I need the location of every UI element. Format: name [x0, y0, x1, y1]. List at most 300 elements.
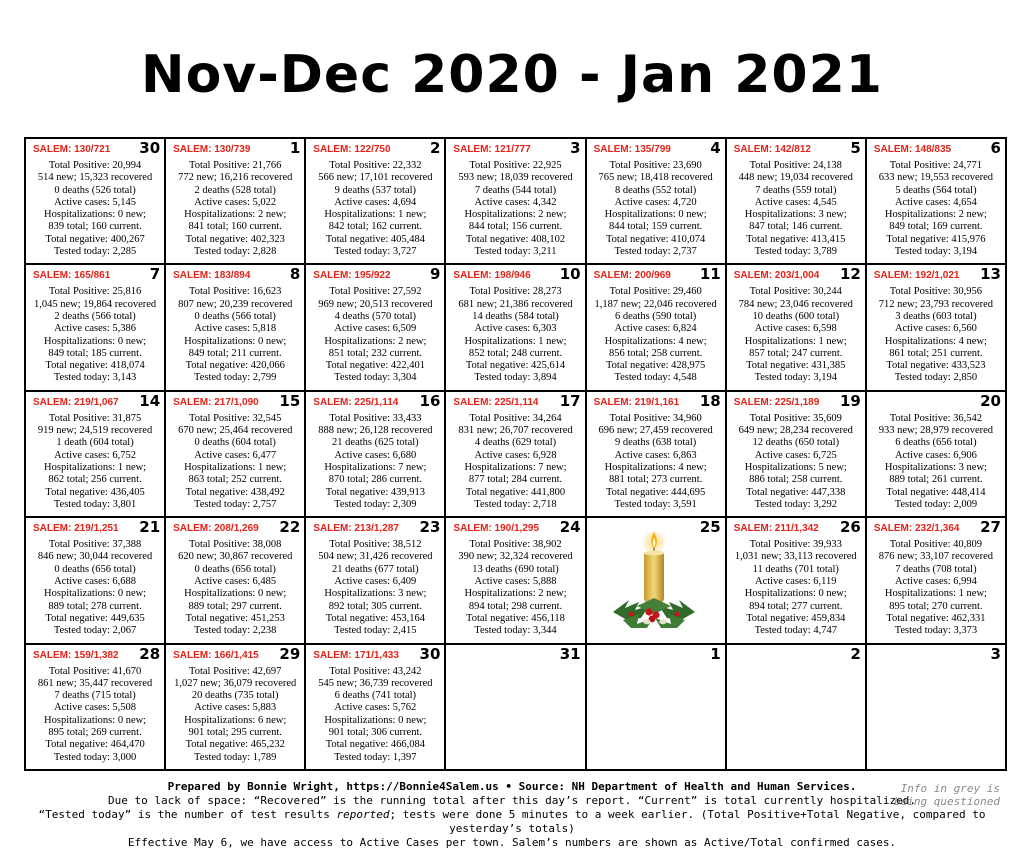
day-cell	[867, 518, 1007, 644]
stat-line: 886 total; 258 current.	[749, 474, 843, 486]
day-number: 18	[699, 391, 721, 410]
stat-line: Total negative: 456,118	[466, 612, 565, 624]
day-cell	[727, 518, 867, 644]
stat-line: Active cases: 6,824	[614, 323, 697, 335]
stat-line: 846 new; 30,044 recovered	[37, 551, 153, 563]
day-stats	[870, 286, 1002, 384]
stat-line: Tested today: 4,548	[614, 372, 697, 384]
stat-line: 888 new; 26,128 recovered	[318, 425, 433, 437]
stat-line: 861 total; 251 current.	[889, 347, 983, 359]
stat-line: 889 total; 261 current.	[889, 474, 983, 486]
stat-line: Hospitalizations: 7 new;	[324, 461, 427, 473]
day-stats	[169, 539, 301, 637]
day-number: 24	[559, 518, 581, 537]
stat-line: Total negative: 466,084	[325, 739, 425, 751]
stat-line: Tested today: 3,801	[53, 498, 137, 510]
stat-line: Hospitalizations: 0 new;	[44, 714, 147, 726]
stat-line: 876 new; 33,107 recovered	[878, 551, 994, 563]
stat-line: 892 total; 305 current.	[328, 600, 422, 612]
salem-active-total: SALEM: 130/739	[173, 144, 251, 155]
day-cell	[867, 645, 1007, 771]
salem-active-total: SALEM: 142/812	[733, 144, 811, 155]
stat-line: Tested today: 3,373	[894, 625, 978, 637]
stat-line: 6 deaths (656 total)	[895, 437, 977, 449]
day-number: 26	[839, 518, 861, 537]
stat-line: 390 new; 32,324 recovered	[458, 551, 573, 563]
stat-line: Active cases: 6,477	[194, 449, 277, 461]
stat-line: Total Positive: 41,670	[48, 665, 142, 677]
stat-line: 2 deaths (528 total)	[194, 184, 276, 196]
stat-line: Total negative: 464,470	[45, 739, 145, 751]
day-cell	[306, 392, 446, 518]
day-stats	[590, 413, 722, 511]
stat-line: 21 deaths (625 total)	[332, 437, 419, 449]
stat-line: Total negative: 459,834	[746, 612, 846, 624]
stat-line: 504 new; 31,426 recovered	[318, 551, 433, 563]
stat-line: Total negative: 413,415	[746, 233, 846, 245]
day-stats	[590, 160, 722, 258]
salem-active-total: SALEM: 198/946	[453, 270, 531, 282]
salem-active-total: SALEM: 121/777	[453, 144, 531, 155]
stat-line: 2 deaths (566 total)	[54, 310, 136, 322]
stat-line: Hospitalizations: 0 new;	[324, 714, 427, 726]
stat-line: Tested today: 2,309	[334, 498, 417, 510]
stat-line: 849 total; 169 current.	[889, 221, 983, 233]
stat-line: Active cases: 6,485	[194, 576, 277, 588]
stat-line: Hospitalizations: 0 new;	[184, 335, 287, 347]
day-number: 3	[570, 139, 581, 157]
stat-line: Tested today: 1,789	[194, 751, 277, 763]
stat-line: Tested today: 2,238	[194, 625, 277, 637]
stat-line: 13 deaths (690 total)	[472, 563, 559, 575]
stat-line: Tested today: 2,828	[194, 246, 277, 258]
stat-line: Active cases: 6,598	[754, 323, 837, 335]
stat-line: Active cases: 5,883	[194, 702, 277, 714]
stat-line: 9 deaths (537 total)	[334, 184, 417, 196]
stat-line: Tested today: 3,143	[53, 372, 137, 384]
day-cell	[26, 645, 166, 771]
stat-line: 895 total; 269 current.	[48, 727, 142, 739]
salem-active-total: SALEM: 195/922	[313, 270, 391, 282]
stat-line: Tested today: 2,415	[334, 625, 417, 637]
stat-line: 0 deaths (604 total)	[194, 437, 276, 449]
stat-line: Tested today: 3,344	[474, 625, 557, 637]
stat-line: 696 new; 27,459 recovered	[598, 425, 713, 437]
footer-note-tested-b: reported	[336, 808, 390, 821]
salem-active-total: SALEM: 213/1,287	[313, 523, 399, 535]
day-cell	[446, 392, 586, 518]
day-cell	[446, 645, 586, 771]
stat-line: 847 total; 146 current.	[749, 221, 843, 233]
stat-line: 0 deaths (526 total)	[54, 184, 136, 196]
salem-active-total	[734, 649, 862, 663]
stat-line: Total negative: 420,066	[185, 360, 285, 372]
day-stats	[309, 666, 441, 764]
stat-line: Total negative: 422,401	[325, 360, 425, 372]
stat-line: Tested today: 2,799	[194, 372, 277, 384]
stat-line: Total Positive: 34,960	[609, 412, 702, 424]
stat-line: 5 deaths (564 total)	[895, 184, 977, 196]
day-number: 13	[980, 265, 1001, 284]
stat-line: Active cases: 4,720	[614, 196, 697, 208]
day-number: 11	[699, 265, 721, 284]
day-number: 14	[139, 391, 161, 410]
day-number: 10	[559, 265, 581, 284]
salem-active-total: SALEM: 166/1,415	[173, 649, 259, 661]
stat-line: 21 deaths (677 total)	[332, 563, 419, 575]
day-stats	[730, 413, 862, 511]
day-number: 29	[279, 644, 301, 663]
stat-line: Hospitalizations: 1 new;	[744, 335, 847, 347]
stat-line: Tested today: 2,009	[894, 498, 978, 510]
stat-line: 844 total; 159 current.	[608, 221, 703, 233]
stat-line: 11 deaths (701 total)	[752, 563, 839, 575]
day-number: 8	[289, 265, 301, 284]
stat-line: Active cases: 6,560	[894, 323, 977, 335]
stat-line: Total negative: 441,800	[465, 486, 566, 498]
stat-line: Active cases: 6,509	[334, 323, 417, 335]
stat-line: Total Positive: 24,771	[889, 160, 983, 171]
calendar-grid	[24, 137, 1007, 771]
stat-line: Total negative: 448,414	[886, 486, 986, 498]
stat-line: 12 deaths (650 total)	[752, 437, 840, 449]
day-stats	[870, 413, 1002, 511]
stat-line: Total Positive: 34,264	[469, 412, 562, 424]
salem-active-total: SALEM: 190/1,295	[453, 523, 540, 535]
day-cell	[867, 265, 1007, 391]
stat-line: 852 total; 248 current.	[468, 347, 563, 359]
salem-active-total: SALEM: 192/1,021	[873, 270, 960, 282]
stat-line: 566 new; 17,101 recovered	[318, 172, 433, 184]
day-number: 28	[139, 644, 161, 663]
day-stats	[169, 160, 301, 258]
day-stats	[29, 413, 161, 511]
stat-line: Total negative: 439,913	[325, 486, 425, 498]
day-number: 31	[559, 644, 581, 663]
day-number: 2	[850, 644, 861, 663]
stat-line: Active cases: 5,145	[54, 196, 137, 208]
stat-line: 514 new; 15,323 recovered	[37, 172, 153, 184]
stat-line: Total Positive: 27,592	[329, 286, 422, 298]
footer-note-tested-c: ; tests were done 5 minutes to a week earlier. (Total Positive+Total Negative, compared to yesterday’s totals)	[389, 808, 986, 835]
day-stats	[29, 539, 161, 637]
stat-line: Tested today: 1,397	[334, 751, 417, 763]
stat-line: Total Positive: 38,008	[189, 539, 282, 551]
stat-line: Active cases: 6,994	[894, 576, 977, 588]
stat-line: Total Positive: 23,690	[609, 160, 702, 171]
stat-line: Total negative: 462,331	[886, 612, 986, 624]
day-number: 23	[419, 518, 441, 537]
stat-line: 839 total; 160 current.	[48, 221, 142, 233]
stat-line: Active cases: 6,409	[334, 576, 417, 588]
stat-line: Tested today: 3,211	[474, 246, 557, 258]
stat-line: Active cases: 6,928	[474, 449, 557, 461]
stat-line: Total Positive: 33,433	[329, 412, 422, 424]
stat-line: Total negative: 465,232	[185, 739, 285, 751]
day-stats	[309, 413, 441, 511]
stat-line: Hospitalizations: 2 new;	[324, 335, 427, 347]
stat-line: 849 total; 211 current.	[188, 347, 282, 359]
stat-line: Tested today: 3,000	[53, 751, 137, 763]
stat-line: 6 deaths (590 total)	[614, 310, 697, 322]
stat-line: 1,187 new; 22,046 recovered	[594, 298, 717, 310]
stat-line: Total negative: 425,614	[465, 360, 566, 372]
stat-line: 881 total; 273 current.	[608, 474, 703, 486]
stat-line: Total Positive: 38,902	[469, 539, 562, 551]
stat-line: 901 total; 306 current.	[328, 727, 422, 739]
salem-active-total: SALEM: 225/1,114	[453, 396, 539, 408]
stat-line: Hospitalizations: 0 new;	[44, 209, 147, 221]
stat-line: Total Positive: 38,512	[329, 539, 422, 551]
stat-line: 7 deaths (708 total)	[895, 563, 977, 575]
day-cell	[166, 645, 306, 771]
day-stats	[309, 539, 441, 637]
stat-line: Total negative: 400,267	[45, 233, 145, 245]
day-stats	[590, 286, 722, 384]
stat-line: Hospitalizations: 6 new;	[184, 714, 287, 726]
day-number: 3	[990, 644, 1001, 663]
day-stats	[29, 160, 161, 258]
day-number: 16	[419, 391, 441, 410]
stat-line: Hospitalizations: 0 new;	[604, 209, 707, 221]
stat-line: Total Positive: 35,609	[749, 412, 842, 424]
stat-line: 0 deaths (566 total)	[194, 310, 276, 322]
stat-line: 6 deaths (741 total)	[334, 690, 417, 702]
day-number: 2	[429, 139, 441, 157]
stat-line: Active cases: 6,688	[54, 576, 137, 588]
day-stats	[169, 666, 301, 764]
stat-line: Tested today: 2,737	[614, 246, 697, 258]
stat-line: Tested today: 2,850	[894, 372, 978, 384]
stat-line: 772 new; 16,216 recovered	[178, 172, 293, 184]
stat-line: 901 total; 295 current.	[188, 727, 282, 739]
stat-line: Tested today: 3,304	[334, 372, 417, 384]
day-number: 12	[839, 265, 861, 284]
stat-line: 7 deaths (544 total)	[474, 184, 557, 196]
day-number: 5	[850, 139, 861, 157]
stat-line: Tested today: 2,067	[53, 625, 137, 637]
day-cell	[306, 265, 446, 391]
day-cell	[166, 139, 306, 265]
day-number: 30	[419, 644, 441, 663]
stat-line: Total negative: 451,253	[185, 612, 285, 624]
day-cell	[867, 139, 1007, 265]
stat-line: 807 new; 20,239 recovered	[178, 298, 293, 310]
stat-line: 895 total; 270 current.	[889, 600, 983, 612]
stat-line: Tested today: 3,894	[474, 372, 557, 384]
stat-line: Total negative: 444,695	[605, 486, 706, 498]
stat-line: Hospitalizations: 4 new;	[604, 335, 707, 347]
day-number: 25	[699, 518, 721, 537]
stat-line: 877 total; 284 current.	[468, 474, 563, 486]
day-stats	[449, 286, 581, 384]
stat-line: Total negative: 447,338	[746, 486, 846, 498]
salem-active-total: SALEM: 183/894	[173, 270, 251, 282]
day-stats	[730, 286, 862, 384]
day-stats	[169, 413, 301, 511]
day-stats	[870, 539, 1002, 637]
stat-line: Total negative: 438,492	[185, 486, 285, 498]
day-cell	[26, 518, 166, 644]
stat-line: Active cases: 6,680	[334, 449, 417, 461]
stat-line: Total negative: 449,635	[45, 612, 145, 624]
stat-line: Tested today: 2,757	[194, 498, 277, 510]
stat-line: Hospitalizations: 3 new;	[324, 588, 427, 600]
day-number: 19	[839, 391, 861, 410]
day-cell	[446, 139, 586, 265]
day-cell	[26, 392, 166, 518]
stat-line: Tested today: 3,194	[754, 372, 837, 384]
stat-line: Total Positive: 39,933	[749, 539, 842, 551]
day-cell	[166, 265, 306, 391]
stat-line: Hospitalizations: 1 new;	[44, 461, 147, 473]
stat-line: 919 new; 24,519 recovered	[37, 425, 153, 437]
stat-line: Hospitalizations: 1 new;	[324, 209, 427, 221]
day-number: 1	[289, 139, 301, 157]
stat-line: 933 new; 28,979 recovered	[878, 425, 994, 437]
stat-line: Tested today: 4,747	[754, 625, 837, 637]
stat-line: 3 deaths (603 total)	[895, 310, 977, 322]
footer-note-tested-a: “Tested today” is the number of test results	[38, 808, 337, 821]
stat-line: Total Positive: 21,766	[189, 160, 282, 171]
day-number: 6	[990, 139, 1001, 157]
stat-line: 969 new; 20,513 recovered	[318, 298, 433, 310]
stat-line: Total Positive: 22,332	[329, 160, 422, 171]
stat-line: Hospitalizations: 5 new;	[744, 461, 847, 473]
stat-line: Active cases: 4,545	[754, 196, 837, 208]
day-cell	[26, 265, 166, 391]
stat-line: Active cases: 5,818	[194, 323, 277, 335]
day-stats	[29, 286, 161, 384]
stat-line: Hospitalizations: 3 new;	[744, 209, 847, 221]
stat-line: 670 new; 25,464 recovered	[178, 425, 293, 437]
stat-line: 857 total; 247 current.	[749, 347, 843, 359]
stat-line: 9 deaths (638 total)	[614, 437, 697, 449]
stat-line: 1,027 new; 36,079 recovered	[174, 677, 297, 689]
stat-line: Total Positive: 30,244	[749, 286, 842, 298]
day-number: 20	[980, 391, 1001, 410]
stat-line: 20 deaths (735 total)	[191, 690, 279, 702]
day-cell	[587, 265, 727, 391]
stat-line: 10 deaths (600 total)	[752, 310, 840, 322]
day-number: 7	[149, 265, 161, 284]
stat-line: 14 deaths (584 total)	[472, 310, 559, 322]
stat-line: 842 total; 162 current.	[328, 221, 422, 233]
day-number: 9	[429, 265, 441, 284]
day-cell	[587, 139, 727, 265]
salem-active-total	[874, 649, 1002, 663]
salem-active-total: SALEM: 219/1,161	[593, 396, 680, 408]
stat-line: Active cases: 5,508	[54, 702, 137, 714]
stat-line: 844 total; 156 current.	[468, 221, 563, 233]
stat-line: 0 deaths (656 total)	[54, 563, 136, 575]
stat-line: Active cases: 6,119	[755, 576, 837, 588]
stat-line: 593 new; 18,039 recovered	[458, 172, 573, 184]
footer-note-recovered: Due to lack of space: “Recovered” is the running total after this day’s report. “Current” is total currently hospitalized.	[108, 794, 916, 807]
stat-line: Total Positive: 36,542	[889, 412, 983, 424]
stat-line: Tested today: 3,292	[754, 498, 837, 510]
stat-line: Total Positive: 22,925	[469, 160, 562, 171]
day-cell	[727, 139, 867, 265]
stat-line: Hospitalizations: 2 new;	[464, 209, 567, 221]
stat-line: 841 total; 160 current.	[188, 221, 282, 233]
day-stats	[309, 160, 441, 258]
christmas-candle-icon	[609, 528, 699, 633]
stat-line: 856 total; 258 current.	[608, 347, 703, 359]
stat-line: Total Positive: 42,697	[189, 665, 282, 677]
stat-line: 633 new; 19,553 recovered	[878, 172, 994, 184]
stat-line: Tested today: 3,727	[334, 246, 417, 258]
day-cell	[446, 265, 586, 391]
stat-line: Hospitalizations: 7 new;	[464, 461, 567, 473]
stat-line: Hospitalizations: 2 new;	[464, 588, 567, 600]
day-cell	[306, 518, 446, 644]
salem-active-total: SALEM: 219/1,067	[33, 396, 119, 408]
day-number: 17	[559, 391, 581, 410]
stat-line: Total Positive: 24,138	[749, 160, 842, 171]
stat-line: Total negative: 415,976	[886, 233, 986, 245]
day-cell	[446, 518, 586, 644]
salem-active-total: SALEM: 159/1,382	[33, 649, 119, 661]
day-number: 1	[710, 644, 721, 663]
stat-line: 712 new; 23,793 recovered	[878, 298, 994, 310]
stat-line: Active cases: 5,762	[334, 702, 417, 714]
stat-line: 8 deaths (552 total)	[614, 184, 697, 196]
salem-active-total: SALEM: 165/861	[33, 270, 111, 282]
page-title: Nov-Dec 2020 - Jan 2021	[141, 45, 883, 105]
stat-line: Hospitalizations: 0 new;	[44, 335, 147, 347]
stat-line: Total Positive: 30,956	[889, 286, 983, 298]
stat-line: 889 total; 278 current.	[48, 600, 142, 612]
footer-note-active: Effective May 6, we have access to Active Cases per town. Salem’s numbers are shown as Active/Total confirmed cases.	[127, 836, 897, 849]
day-number: 4	[710, 139, 721, 157]
salem-active-total: SALEM: 148/835	[873, 144, 952, 155]
stat-line: 765 new; 18,418 recovered	[598, 172, 713, 184]
stat-line: 894 total; 277 current.	[749, 600, 843, 612]
stat-line: Total negative: 408,102	[465, 233, 566, 245]
stat-line: Total negative: 431,385	[746, 360, 846, 372]
stat-line: Hospitalizations: 4 new;	[604, 461, 707, 473]
salem-active-total: SALEM: 200/969	[593, 270, 671, 282]
stat-line: 1,045 new; 19,864 recovered	[33, 298, 157, 310]
day-cell	[306, 139, 446, 265]
day-number: 30	[139, 139, 161, 157]
stat-line: 545 new; 36,739 recovered	[318, 677, 433, 689]
footer-credit: Prepared by Bonnie Wright, https://Bonnie4Salem.us • Source: NH Department of Health and Human Services.	[167, 780, 857, 793]
day-stats	[870, 160, 1002, 258]
salem-active-total: SALEM: 217/1,090	[173, 396, 259, 408]
day-cell	[867, 392, 1007, 518]
stat-line: Active cases: 6,906	[894, 449, 977, 461]
stat-line: Active cases: 6,303	[474, 323, 557, 335]
stat-line: Total Positive: 40,809	[889, 539, 983, 551]
salem-active-total: SALEM: 208/1,269	[173, 523, 259, 535]
day-stats	[449, 539, 581, 637]
salem-active-total	[594, 649, 722, 663]
day-stats	[449, 160, 581, 258]
stat-line: Total Positive: 28,273	[469, 286, 562, 298]
stat-line: Tested today: 3,789	[754, 246, 837, 258]
stat-line: Total negative: 418,074	[45, 360, 145, 372]
day-number: 27	[980, 518, 1001, 537]
day-cell	[727, 265, 867, 391]
stat-line: Total negative: 453,164	[325, 612, 425, 624]
stat-line: 620 new; 30,867 recovered	[178, 551, 293, 563]
day-stats	[730, 160, 862, 258]
salem-active-total: SALEM: 130/721	[33, 144, 111, 155]
stat-line: 4 deaths (570 total)	[334, 310, 417, 322]
stat-line: Hospitalizations: 1 new;	[884, 588, 987, 600]
